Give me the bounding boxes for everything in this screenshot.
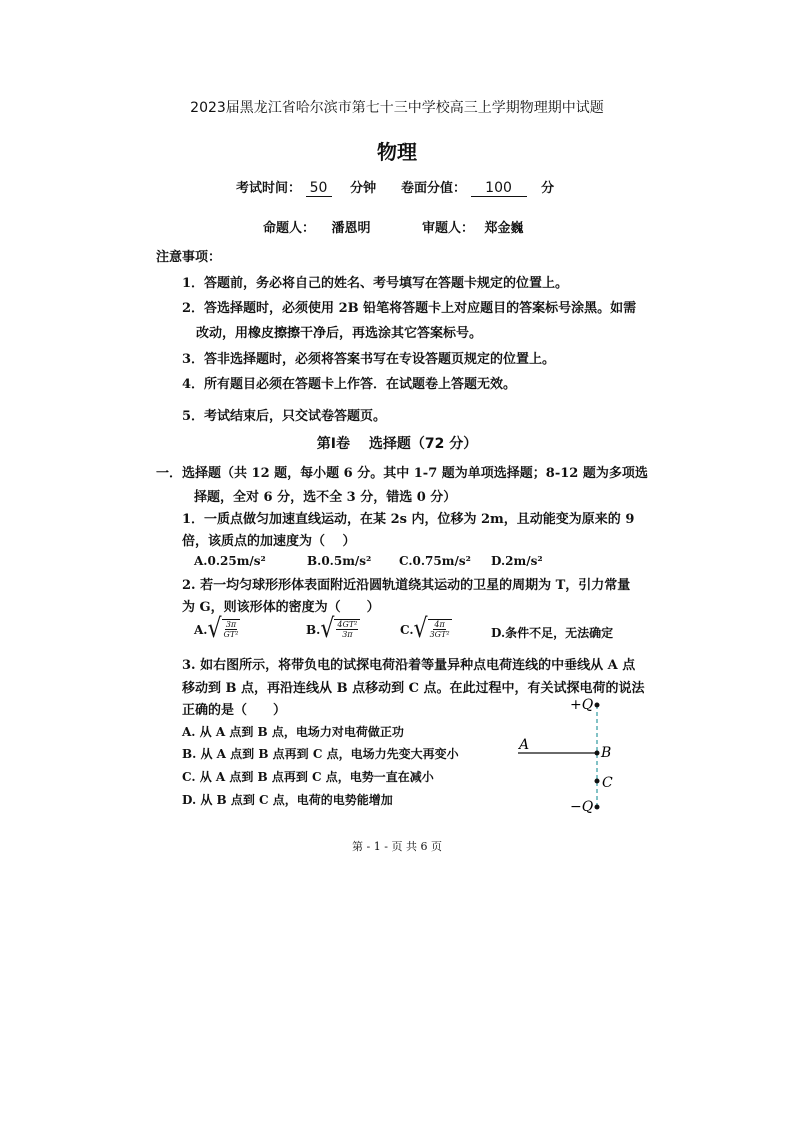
note-item: 4．所有题目必须在答题卡上作答．在试题卷上答题无效。 <box>182 377 517 392</box>
label-b: B <box>601 745 612 761</box>
q2-option-b-denominator: 3π <box>342 630 353 639</box>
reviewer-info <box>422 217 524 236</box>
time-label: 考试时间： <box>236 181 302 196</box>
q1-stem-cont: 倍，该质点的加速度为（ ） <box>182 534 356 549</box>
q2-option-a-denominator: GT² <box>223 630 239 639</box>
q2-option-c: C. √ $\frac{4\pi}{\text{3GT²}}$ <box>400 614 450 645</box>
exam-time-info <box>236 177 376 197</box>
reviewer-label: 审题人： <box>422 221 475 236</box>
q1-option-d: D.2m/s² <box>491 554 543 568</box>
q3-option-a: A. 从 A 点到 B 点，电场力对电荷做正功 <box>182 725 404 739</box>
q2-option-b-label: B. <box>306 623 321 637</box>
note-item: 5．考试结束后，只交试卷答题页。 <box>182 409 387 424</box>
author-label: 命题人： <box>263 221 316 236</box>
q1-stem: 1．一质点做匀加速直线运动，在某 2s 内，位移为 2m，且动能变为原来的 9 <box>182 512 635 527</box>
q2-option-b: B. √ $\frac{\text{4GT²}}{3\pi}$ <box>306 619 360 641</box>
plus-q-label: +Q <box>570 697 594 713</box>
note-item: 2．答选择题时，必须使用 2B 铅笔将答题卡上对应题目的答案标号涂黑。如需 <box>182 301 637 316</box>
charge-diagram <box>500 693 620 818</box>
author-info <box>263 217 371 236</box>
q1-option-b: B.0.5m/s² <box>307 554 372 568</box>
q2-option-a-label: A. <box>194 623 208 637</box>
q1-option-a: A.0.25m/s² <box>194 554 266 568</box>
q3-option-c: C. 从 A 点到 B 点再到 C 点，电势一直在减小 <box>182 770 434 784</box>
score-unit: 分 <box>541 181 555 196</box>
exam-title: 2023届黑龙江省哈尔滨市第七十三中学校高三上学期物理期中试题 <box>190 100 604 116</box>
positive-charge-point <box>595 703 600 708</box>
point-c <box>595 779 600 784</box>
minus-q-label: −Q <box>570 799 594 815</box>
author-name: 潘恩明 <box>331 221 371 236</box>
score-value: 100 <box>471 180 527 197</box>
notes-heading: 注意事项： <box>156 250 222 265</box>
q3-option-d: D. 从 B 点到 C 点，电荷的电势能增加 <box>182 793 393 807</box>
q2-option-d: D.条件不足，无法确定 <box>491 626 614 640</box>
reviewer-name: 郑金巍 <box>484 221 524 236</box>
note-item: 改动，用橡皮擦擦干净后，再选涂其它答案标号。 <box>196 326 483 341</box>
negative-charge-point <box>595 805 600 810</box>
exam-score-info <box>401 177 554 197</box>
q2-option-a-numerator: 3π <box>225 620 237 629</box>
section-title: 第Ⅰ卷 选择题（72 分） <box>316 436 478 452</box>
q2-option-b-numerator: 4GT² <box>337 620 358 629</box>
part-instruction-cont: 择题，全对 6 分，选不全 3 分，错选 0 分） <box>194 490 457 505</box>
q1-option-c: C.0.75m/s² <box>399 554 471 568</box>
q2-option-c-denominator: 3GT² <box>429 630 450 639</box>
q2-stem-cont: 为 G，则该形体的密度为（ ） <box>182 600 380 615</box>
note-item: 1．答题前，务必将自己的姓名、考号填写在答题卡规定的位置上。 <box>182 276 569 291</box>
label-c: C <box>602 775 613 791</box>
note-item: 3．答非选择题时，必须将答案书写在专设答题页规定的位置上。 <box>182 352 556 367</box>
q2-option-c-numerator: 4π <box>434 620 445 629</box>
label-a: A <box>519 737 530 753</box>
q3-option-b: B. 从 A 点到 B 点再到 C 点，电场力先变大再变小 <box>182 747 459 761</box>
q2-option-c-label: C. <box>400 623 414 637</box>
time-value: 50 <box>306 180 332 197</box>
part-instruction: 一．选择题（共 12 题，每小题 6 分。其中 1-7 题为单项选择题；8-12 题为多项选 <box>156 466 648 481</box>
q2-option-a: A. √ $\frac{3\pi}{\text{GT²}}$ <box>194 614 239 645</box>
page-footer: 第 - 1 - 页 共 6 页 <box>352 840 442 853</box>
score-label: 卷面分值： <box>401 181 467 196</box>
q3-stem-cont2: 正确的是（ ） <box>182 703 287 718</box>
q2-stem: 2. 若一均匀球形形体表面附近沿圆轨道绕其运动的卫星的周期为 T，引力常量 <box>182 578 631 593</box>
subject-heading: 物理 <box>377 140 417 164</box>
q3-stem-cont: 移动到 B 点，再沿连线从 B 点移动到 C 点。在此过程中，有关试探电荷的说法 <box>182 681 645 696</box>
point-b <box>595 751 600 756</box>
q3-stem: 3. 如右图所示，将带负电的试探电荷沿着等量异种点电荷连线的中垂线从 A 点 <box>182 658 636 673</box>
time-unit: 分钟 <box>350 181 377 196</box>
